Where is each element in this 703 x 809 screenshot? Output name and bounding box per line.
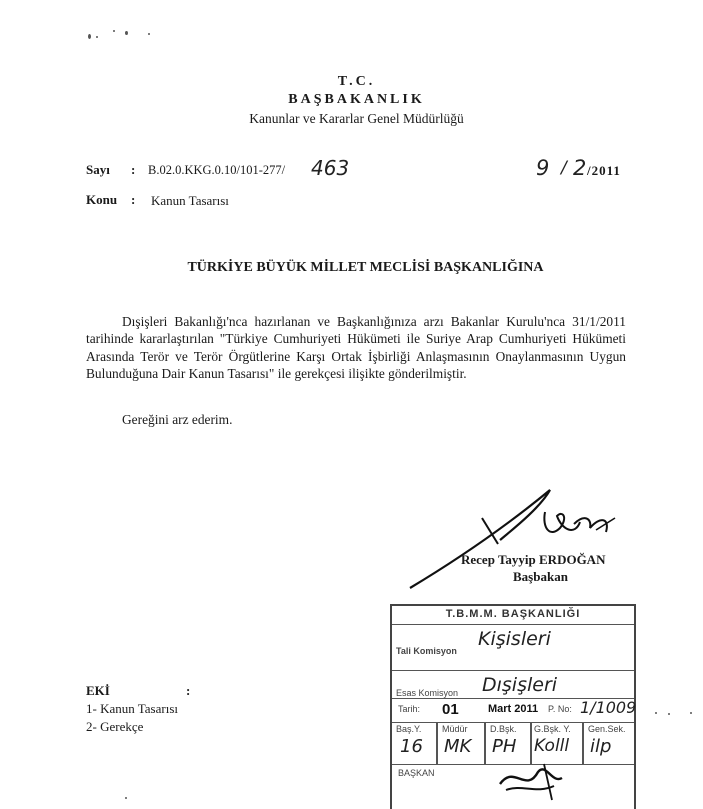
stamp-esas-value: Dışişleri (482, 674, 558, 696)
stamp-col-gen-sek: Gen.Sek. (588, 724, 626, 734)
header-basbakanlik: BAŞBAKANLIK (288, 92, 425, 107)
stamp-col-mudur: Müdür (442, 724, 468, 734)
stamp-title: T.B.M.M. BAŞKANLIĞI (445, 608, 581, 620)
signatory-name: Recep Tayyip ERDOĞAN (461, 552, 606, 567)
stamp-tali-value: Kişisleri (478, 628, 551, 650)
sayi-colon: : (131, 162, 136, 177)
sayi-handwritten-number: 463 (311, 156, 350, 180)
sayi-label: Sayı (86, 162, 110, 177)
date-slash: / (561, 158, 567, 178)
date-day: 9 (536, 156, 550, 180)
attachment-item: 2- Gerekçe (86, 719, 144, 734)
stamp-tarih-month-year: Mart 2011 (488, 703, 539, 715)
attachments-title: EKİ (86, 683, 110, 698)
stamp-bottom-signature (492, 754, 572, 806)
stamp-baskan-label: BAŞKAN (398, 768, 435, 778)
recipient-heading: TÜRKİYE BÜYÜK MİLLET MECLİSİ BAŞKANLIĞINA (187, 260, 544, 275)
sayi-value: B.02.0.KKG.0.10/101-277/ (148, 163, 286, 177)
header-department: Kanunlar ve Kararlar Genel Müdürlüğü (249, 111, 464, 126)
stamp-initial-1: 16 (400, 736, 423, 757)
header-tc: T.C. (337, 74, 376, 89)
attachments-colon: : (186, 683, 191, 698)
closing-line: Gereğini arz ederim. (122, 412, 233, 427)
stamp-col-bas-y: Baş.Y. (396, 724, 422, 734)
stamp-pno-label: P. No: (548, 704, 572, 714)
attachment-item: 1- Kanun Tasarısı (86, 701, 178, 716)
date-month: 2 (573, 156, 587, 180)
tbmm-stamp (390, 604, 636, 809)
body-paragraph: Dışişleri Bakanlığı'nca hazırlanan ve Başkanlığınıza arzı Bakanlar Kurulu'nca 31/1/2011 tarihinde kararlaştırılan "Türkiye Cumhuriyeti Hükümeti ile Suriye Arap Cumhuriyeti Hükümeti Arasında Terör ve Terör Örgütlerine Karşı Ortak İşbirliği Anlaşmasının Onaylanmasının Uygun Bulunduğuna Dair Kanun Tasarısı" ile gerekçesi ilişikte gönderilmiştir. (86, 314, 626, 382)
stamp-initial-5: ilp (590, 736, 612, 757)
stamp-tali-label: Tali Komisyon (396, 646, 457, 656)
stamp-pno-value: 1/1009 (580, 698, 637, 717)
stamp-initial-3: PH (492, 736, 517, 757)
date-year: /2011 (587, 163, 621, 178)
stamp-esas-label: Esas Komisyon (396, 688, 459, 698)
stamp-initial-4: Kolll (534, 736, 570, 756)
konu-value: Kanun Tasarısı (151, 193, 229, 208)
stamp-col-g-bsk-y: G.Bşk. Y. (534, 724, 571, 734)
stamp-tarih-label: Tarih: (398, 704, 421, 714)
stamp-tarih-day: 01 (442, 701, 459, 718)
stamp-initial-2: MK (444, 736, 472, 757)
konu-colon: : (131, 192, 136, 207)
konu-label: Konu (86, 192, 118, 207)
signatory-title: Başbakan (513, 569, 568, 584)
stamp-col-d-bsk: D.Bşk. (490, 724, 517, 734)
